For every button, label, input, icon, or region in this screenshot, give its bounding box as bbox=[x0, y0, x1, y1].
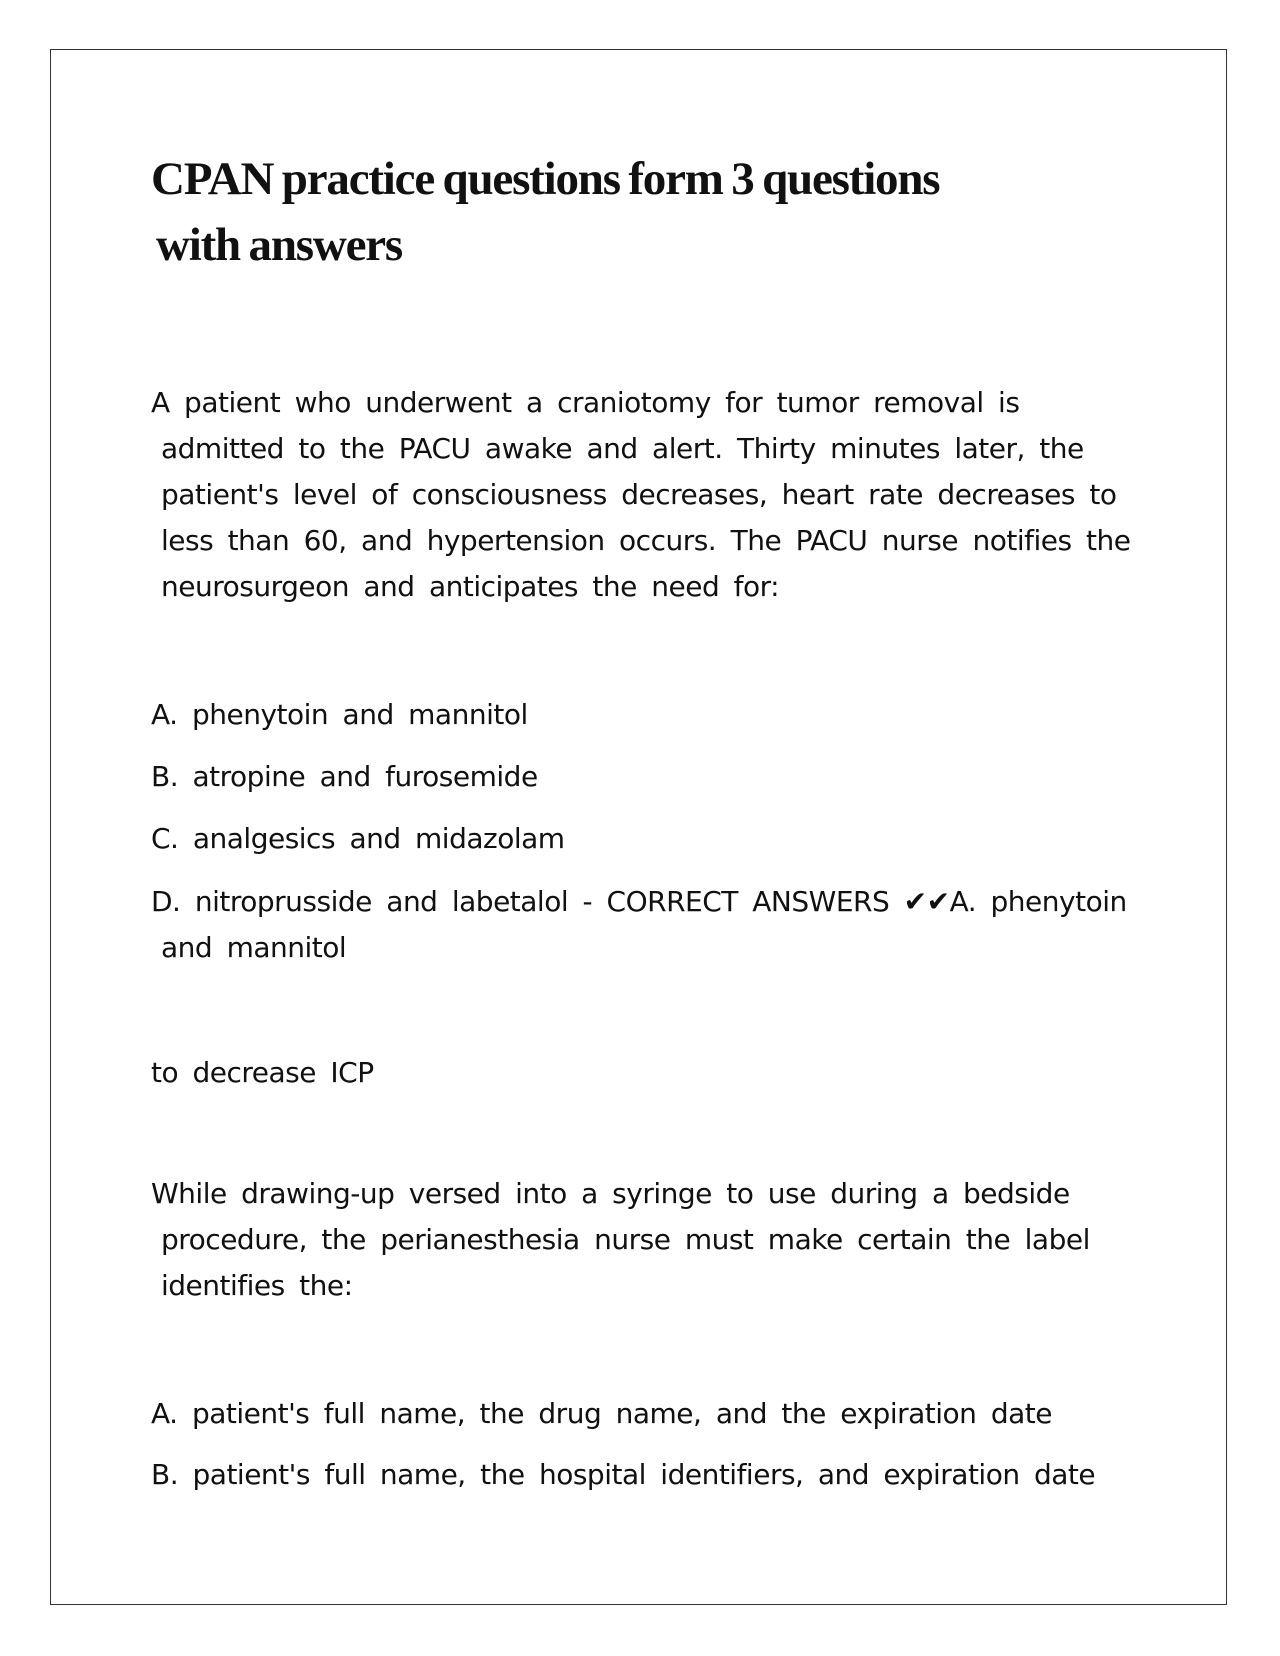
question-1-option-c: C. analgesics and midazolam bbox=[151, 822, 565, 855]
question-1-option-a: A. phenytoin and mannitol bbox=[151, 698, 528, 731]
question-1-option-d-with-answer bbox=[151, 879, 1127, 971]
question-1-option-b: B. atropine and furosemide bbox=[151, 760, 538, 793]
question-1-stem bbox=[151, 380, 1130, 610]
option-d-line-1: D. nitroprusside and labetalol - CORRECT ANSWERS ✔✔A. phenytoin bbox=[151, 885, 1127, 918]
question-1-line: less than 60, and hypertension occurs. The PACU nurse notifies the bbox=[161, 524, 1131, 557]
document-title bbox=[151, 146, 1141, 278]
title-line-1: CPAN practice questions form 3 questions bbox=[151, 153, 940, 205]
option-d-line-2: and mannitol bbox=[161, 931, 347, 964]
title-line-2: with answers bbox=[156, 219, 403, 271]
question-1-line: A patient who underwent a craniotomy for tumor removal is bbox=[151, 386, 1020, 419]
question-2-line: procedure, the perianesthesia nurse must make certain the label bbox=[161, 1223, 1090, 1256]
question-2-option-b: B. patient's full name, the hospital identifiers, and expiration date bbox=[151, 1458, 1096, 1491]
question-2-stem bbox=[151, 1171, 1090, 1309]
question-1-line: admitted to the PACU awake and alert. Thirty minutes later, the bbox=[161, 432, 1084, 465]
question-1-rationale: to decrease ICP bbox=[151, 1056, 374, 1089]
question-2-line: identifies the: bbox=[161, 1269, 353, 1302]
document-content bbox=[151, 146, 1141, 1491]
question-1-line: patient's level of consciousness decreases, heart rate decreases to bbox=[161, 478, 1117, 511]
question-2-option-a: A. patient's full name, the drug name, and the expiration date bbox=[151, 1397, 1052, 1430]
question-1-line: neurosurgeon and anticipates the need for: bbox=[161, 570, 780, 603]
question-2-line: While drawing-up versed into a syringe to use during a bedside bbox=[151, 1177, 1070, 1210]
